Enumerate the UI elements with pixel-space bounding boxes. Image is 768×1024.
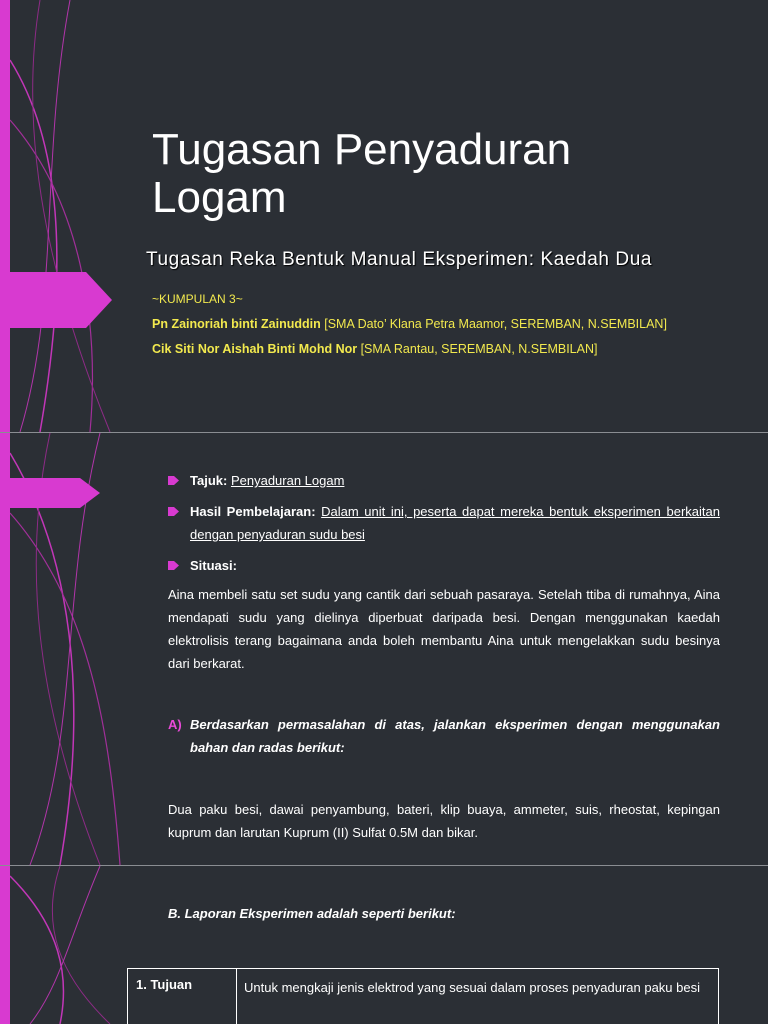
decorative-curves [0,0,160,432]
hasil-label: Hasil Pembelajaran: [190,504,316,519]
table-row-value: Untuk mengkaji jenis elektrod yang sesuai dalam proses penyaduran paku besi [244,980,700,995]
hasil-value: Dalam unit ini, peserta dapat mereka bentuk eksperimen berkaitan dengan penyaduran sudu besi [190,504,720,542]
tajuk-label: Tajuk: [190,473,228,488]
question-a-text: Berdasarkan permasalahan di atas, jalankan eksperimen dengan menggunakan bahan dan radas berikut: [190,717,720,755]
arrow-tab-icon [0,478,100,508]
list-item-situasi [168,554,720,577]
section-b-heading: B. Laporan Eksperimen adalah seperti berikut: [168,906,456,921]
left-accent-bar [0,0,10,432]
author-1 [152,317,667,331]
arrow-tab-icon [0,272,112,328]
table-row-label: 1. Tujuan [128,969,237,1024]
content-slide [0,433,768,865]
situasi-label: Situasi: [190,558,237,573]
author-school: [SMA Dato’ Klana Petra Maamor, SEREMBAN, N.SEMBILAN] [320,317,667,331]
materials-paragraph: Dua paku besi, dawai penyambung, bateri, klip buaya, ammeter, suis, rheostat, kepingan kuprum dan larutan Kuprum (II) Sulfat 0.5M dan bikar. [168,802,720,840]
report-table [127,968,719,1024]
title-line-2: Logam [152,173,287,222]
bullet-arrow-icon [168,476,179,485]
group-label: ~KUMPULAN 3~ [152,292,243,306]
situasi-paragraph: Aina membeli satu set sudu yang cantik dari sebuah pasaraya. Setelah ttiba di rumahnya, Aina mendapati sudu yang dielinya diperbuat daripada besi. Dengan menggunakan kaedah elektrolisis terang bagaimana anda boleh membantu Aina untuk mengelakkan sudu besinya dari berkarat. [168,587,720,671]
bullet-arrow-icon [168,507,179,516]
tajuk-value: Penyaduran Logam [230,473,345,488]
author-name: Pn Zainoriah binti Zainuddin [152,317,321,331]
list-item-tajuk [168,469,720,492]
list-item-hasil [168,500,720,546]
bullet-list [168,469,720,585]
slide-title [152,126,571,222]
left-accent-bar [0,866,10,1024]
slide-subtitle: Tugasan Reka Bentuk Manual Eksperimen: Kaedah Dua [146,249,653,270]
question-a [168,713,720,759]
question-a-label: A) [168,717,182,732]
report-slide [0,866,768,1024]
title-line-1: Tugasan Penyaduran [152,125,572,174]
title-slide [0,0,768,432]
author-school: [SMA Rantau, SEREMBAN, N.SEMBILAN] [357,342,598,356]
author-name: Cik Siti Nor Aishah Binti Mohd Nor [152,342,358,356]
author-2 [152,342,597,356]
bullet-arrow-icon [168,561,179,570]
